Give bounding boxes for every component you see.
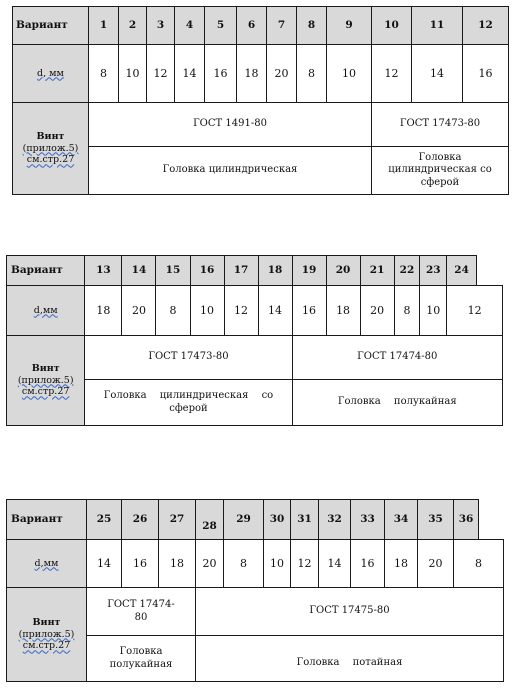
gost-cell: ГОСТ 17475-80 bbox=[196, 588, 504, 636]
variant-cell: 23 bbox=[420, 256, 447, 286]
head-type-cell: Головка цилиндрическая со сферой bbox=[85, 380, 292, 426]
diameter-cell: 8 bbox=[89, 45, 119, 103]
diameter-cell: 10 bbox=[119, 45, 147, 103]
variant-cell: 34 bbox=[385, 500, 418, 540]
diameter-cell: 18 bbox=[85, 286, 122, 336]
diameter-cell: 20 bbox=[196, 540, 224, 588]
variant-cell: 19 bbox=[292, 256, 326, 286]
table-row bbox=[13, 7, 509, 45]
screw-label bbox=[7, 336, 85, 426]
diameter-label: d,мм bbox=[7, 286, 85, 336]
variant-header: Вариант bbox=[13, 7, 89, 45]
variant-cell: 8 bbox=[297, 7, 327, 45]
diameter-cell: 12 bbox=[372, 45, 412, 103]
variant-cell: 35 bbox=[418, 500, 454, 540]
table-row bbox=[7, 286, 503, 336]
screw-label-reference: (прилож.5) см.стр.27 bbox=[18, 628, 75, 652]
diameter-cell: 8 bbox=[454, 540, 504, 588]
table-row bbox=[7, 588, 504, 636]
diameter-cell: 20 bbox=[360, 286, 394, 336]
variant-cell: 7 bbox=[267, 7, 297, 45]
variant-cell: 6 bbox=[237, 7, 267, 45]
diameter-cell: 18 bbox=[326, 286, 360, 336]
diameter-cell: 10 bbox=[190, 286, 224, 336]
variant-cell: 9 bbox=[327, 7, 372, 45]
screw-label-reference: (прилож.5) см.стр.27 bbox=[17, 374, 74, 398]
diameter-cell: 8 bbox=[224, 540, 264, 588]
gost-cell: ГОСТ 1491-80 bbox=[89, 103, 372, 147]
variant-spacer bbox=[477, 256, 503, 286]
variant-cell: 1 bbox=[89, 7, 119, 45]
diameter-label: d, мм bbox=[13, 45, 89, 103]
variant-cell: 15 bbox=[156, 256, 190, 286]
diameter-cell: 18 bbox=[237, 45, 267, 103]
diameter-cell: 10 bbox=[420, 286, 447, 336]
head-type-cell: Головка цилиндрическая bbox=[89, 147, 372, 195]
variant-cell: 20 bbox=[326, 256, 360, 286]
variant-cell: 27 bbox=[159, 500, 196, 540]
diameter-cell: 20 bbox=[418, 540, 454, 588]
screw-label-title: Винт bbox=[36, 130, 65, 142]
table-row bbox=[7, 256, 503, 286]
diameter-cell: 12 bbox=[291, 540, 319, 588]
diameter-cell: 12 bbox=[147, 45, 175, 103]
diameter-cell: 18 bbox=[385, 540, 418, 588]
screw-label-title: Винт bbox=[31, 362, 60, 374]
variant-cell: 5 bbox=[205, 7, 237, 45]
diameter-label: d,мм bbox=[7, 540, 87, 588]
gost-cell: ГОСТ 17473-80 bbox=[85, 336, 292, 380]
variant-cell: 12 bbox=[463, 7, 509, 45]
screw-label-title: Винт bbox=[32, 616, 61, 628]
gost-cell: ГОСТ 17474-80 bbox=[87, 588, 196, 636]
variant-spacer bbox=[479, 500, 504, 540]
diameter-cell: 14 bbox=[258, 286, 292, 336]
variant-cell: 3 bbox=[147, 7, 175, 45]
variant-cell: 30 bbox=[264, 500, 291, 540]
table-row bbox=[7, 336, 503, 380]
head-type-cell: Головка полукайная bbox=[87, 636, 196, 682]
variant-cell: 13 bbox=[85, 256, 122, 286]
variant-cell: 22 bbox=[394, 256, 420, 286]
diameter-cell: 18 bbox=[159, 540, 196, 588]
variant-cell: 4 bbox=[175, 7, 205, 45]
table-row bbox=[13, 103, 509, 147]
diameter-cell: 8 bbox=[156, 286, 190, 336]
variant-cell: 33 bbox=[351, 500, 385, 540]
diameter-cell: 8 bbox=[394, 286, 420, 336]
variant-table-2 bbox=[6, 255, 503, 426]
diameter-cell: 16 bbox=[205, 45, 237, 103]
variant-cell: 26 bbox=[122, 500, 159, 540]
head-type-cell: Головка потайная bbox=[196, 636, 504, 682]
table-row bbox=[7, 500, 504, 540]
screw-label bbox=[7, 588, 87, 682]
head-type-cell: Головка полукайная bbox=[292, 380, 502, 426]
diameter-cell: 14 bbox=[319, 540, 351, 588]
screw-label bbox=[13, 103, 89, 195]
head-type-cell: Головка цилиндрическая со сферой bbox=[372, 147, 509, 195]
variant-cell: 10 bbox=[372, 7, 412, 45]
variant-cell: 2 bbox=[119, 7, 147, 45]
variant-cell: 18 bbox=[258, 256, 292, 286]
variant-cell: 17 bbox=[224, 256, 258, 286]
variant-cell: 31 bbox=[291, 500, 319, 540]
diameter-cell: 12 bbox=[447, 286, 503, 336]
diameter-cell: 20 bbox=[267, 45, 297, 103]
variant-cell: 24 bbox=[447, 256, 477, 286]
diameter-cell: 12 bbox=[224, 286, 258, 336]
table-row bbox=[7, 540, 504, 588]
diameter-cell: 16 bbox=[351, 540, 385, 588]
table-row bbox=[13, 45, 509, 103]
gost-cell: ГОСТ 17474-80 bbox=[292, 336, 502, 380]
variant-cell: 28 bbox=[196, 500, 224, 540]
diameter-cell: 16 bbox=[463, 45, 509, 103]
variant-table-1 bbox=[12, 6, 509, 195]
variant-cell: 29 bbox=[224, 500, 264, 540]
diameter-cell: 14 bbox=[412, 45, 463, 103]
diameter-cell: 14 bbox=[87, 540, 122, 588]
diameter-cell: 16 bbox=[292, 286, 326, 336]
variant-cell: 14 bbox=[122, 256, 156, 286]
variant-cell: 25 bbox=[87, 500, 122, 540]
variant-cell: 16 bbox=[190, 256, 224, 286]
variant-header: Вариант bbox=[7, 500, 87, 540]
variant-cell: 11 bbox=[412, 7, 463, 45]
variant-header: Вариант bbox=[7, 256, 85, 286]
diameter-cell: 14 bbox=[175, 45, 205, 103]
variant-cell: 36 bbox=[454, 500, 479, 540]
diameter-cell: 10 bbox=[264, 540, 291, 588]
variant-cell: 21 bbox=[360, 256, 394, 286]
diameter-cell: 20 bbox=[122, 286, 156, 336]
gost-cell: ГОСТ 17473-80 bbox=[372, 103, 509, 147]
screw-label-reference: (прилож.5) см.стр.27 bbox=[22, 142, 79, 166]
diameter-cell: 8 bbox=[297, 45, 327, 103]
diameter-cell: 10 bbox=[327, 45, 372, 103]
diameter-cell: 16 bbox=[122, 540, 159, 588]
variant-cell: 32 bbox=[319, 500, 351, 540]
variant-table-3 bbox=[6, 499, 504, 682]
